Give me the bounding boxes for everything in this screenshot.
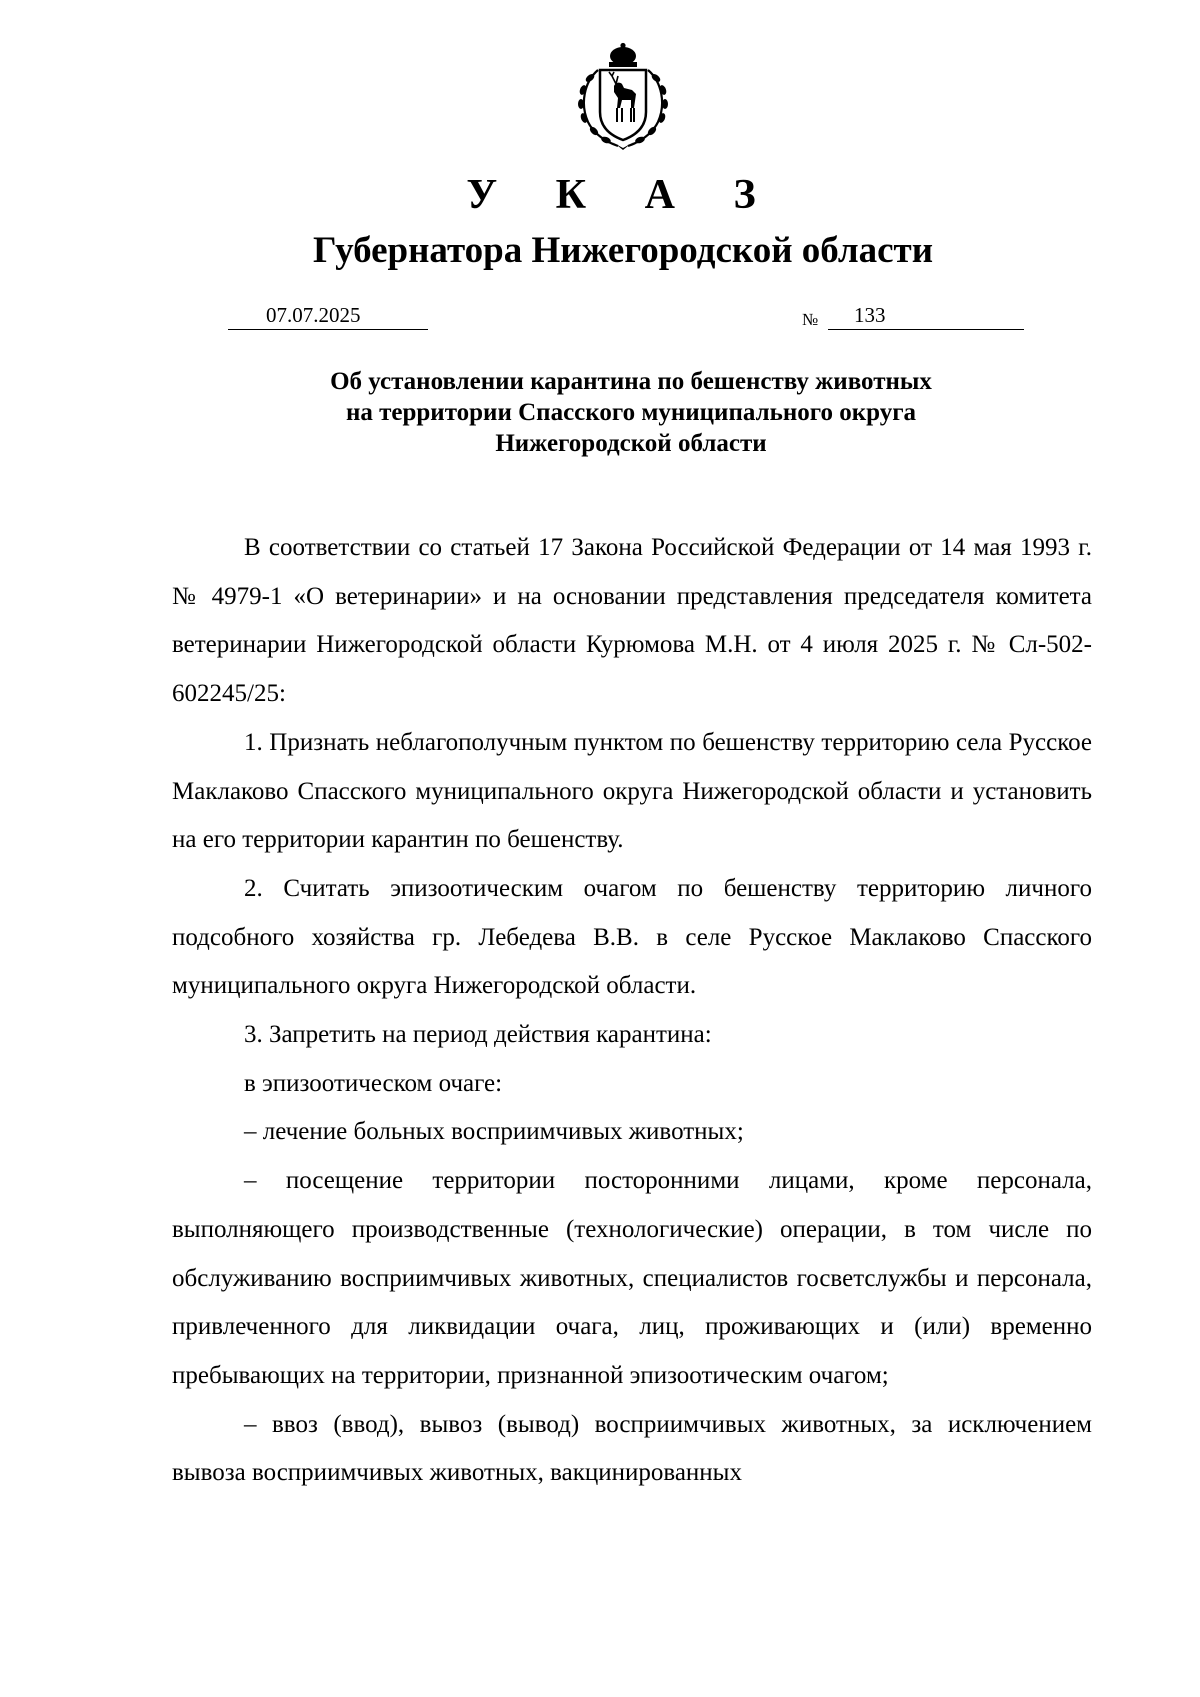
body-paragraph: в эпизоотическом очаге: — [244, 1069, 503, 1097]
subject-line: на территории Спасского муниципального округа — [345, 399, 917, 426]
body-paragraph: – ввоз (ввод), вывоз (вывод) восприимчивых животных, за исключением вывоза восприимчивых животных, вакцинированных — [172, 1410, 1092, 1487]
document-date: 07.07.2025 — [228, 300, 428, 330]
document-number: 133 — [828, 300, 1024, 330]
number-sign: № — [802, 310, 819, 329]
body-paragraph: 3. Запретить на период действия карантина: — [244, 1021, 712, 1049]
body-paragraph: – лечение больных восприимчивых животных; — [244, 1118, 744, 1146]
coat-of-arms-emblem — [568, 42, 678, 150]
document-subject — [0, 366, 1200, 459]
document-type-title: У К А З — [466, 172, 780, 218]
subject-line: Об установлении карантина по бешенству животных — [330, 368, 932, 395]
body-paragraph: – посещение территории посторонними лицами, кроме персонала, выполняющего производственные (технологические) операции, в том числе по обслуживанию восприимчивых животных, специалистов госветслужбы и персонала, привлеченного для ликвидации очага, лиц, проживающих и (или) временно пребывающих на территории, признанной эпизоотическим очагом; — [172, 1167, 1092, 1389]
document-body — [172, 524, 1092, 1498]
issuer-title: Губернатора Нижегородской области — [312, 230, 934, 271]
subject-line: Нижегородской области — [495, 430, 767, 457]
body-paragraph: В соответствии со статьей 17 Закона Российской Федерации от 14 мая 1993 г. № 4979-1 «О ветеринарии» и на основании представления председателя комитета ветеринарии Нижегородской области Курюмова М.Н. от 4 июля 2025 г. № Сл-502-602245/25: — [172, 534, 1092, 708]
body-paragraph: 1. Признать неблагополучным пунктом по бешенству территорию села Русское Маклаково Спасского муниципального округа Нижегородской области и установить на его территории карантин по бешенству. — [172, 728, 1092, 854]
body-paragraph: 2. Считать эпизоотическим очагом по бешенству территорию личного подсобного хозяйства гр. Лебедева В.В. в селе Русское Маклаково Спасского муниципального округа Нижегородской области. — [172, 874, 1092, 1000]
